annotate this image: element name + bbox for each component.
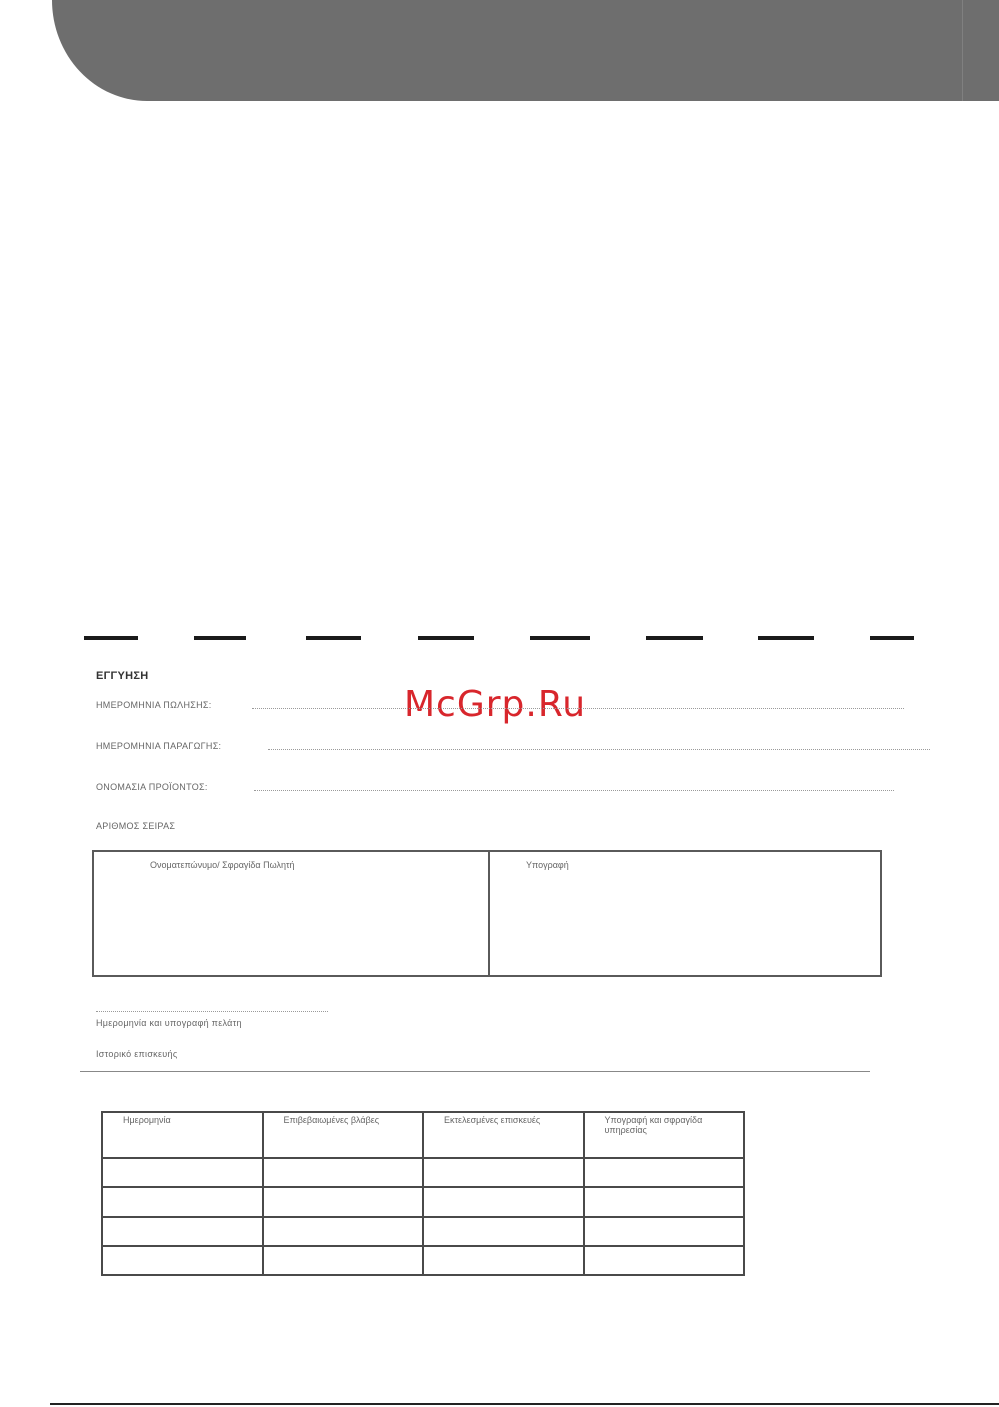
warranty-title: ΕΓΓΥΗΣΗ <box>96 670 149 682</box>
seller-name-stamp-label: Ονοματεπώνυμο/ Σφραγίδα Πωλητή <box>150 860 295 870</box>
customer-signature-field[interactable] <box>96 1011 328 1012</box>
sale-date-field[interactable] <box>252 708 904 709</box>
table-row <box>102 1217 744 1246</box>
table-row <box>102 1158 744 1187</box>
header-band <box>52 0 999 101</box>
table-cell[interactable] <box>263 1217 424 1246</box>
column-header-confirmed-faults: Επιβεβαιωμένες βλάβες <box>263 1112 424 1158</box>
table-cell[interactable] <box>423 1158 584 1187</box>
production-date-label: ΗΜΕΡΟΜΗΝΙΑ ΠΑΡΑΓΩΓΗΣ: <box>96 741 222 751</box>
separator-dash <box>530 636 590 640</box>
table-cell[interactable] <box>584 1246 745 1275</box>
table-cell[interactable] <box>584 1217 745 1246</box>
header-divider <box>962 0 963 101</box>
separator-dash <box>646 636 703 640</box>
separator-dash <box>84 636 138 640</box>
product-name-label: ΟΝΟΜΑΣΙΑ ΠΡΟΪΟΝΤΟΣ: <box>96 782 208 792</box>
footer-line <box>50 1403 999 1405</box>
product-name-field[interactable] <box>254 790 894 791</box>
serial-number-label: ΑΡΙΘΜΟΣ ΣΕΙΡΑΣ <box>96 821 176 831</box>
column-header-date: Ημερομηνία <box>102 1112 263 1158</box>
sale-date-label: ΗΜΕΡΟΜΗΝΙΑ ΠΩΛΗΣΗΣ: <box>96 700 212 710</box>
table-cell[interactable] <box>423 1217 584 1246</box>
seller-name-stamp-box[interactable] <box>92 850 490 977</box>
table-cell[interactable] <box>584 1158 745 1187</box>
table-cell[interactable] <box>584 1187 745 1216</box>
table-cell[interactable] <box>263 1187 424 1216</box>
separator-dash <box>194 636 246 640</box>
separator-dash <box>870 636 914 640</box>
separator-dash <box>418 636 474 640</box>
watermark: McGrp.Ru <box>404 684 587 725</box>
table-cell[interactable] <box>102 1187 263 1216</box>
separator-dash <box>306 636 361 640</box>
repair-history-label: Ιστορικό επισκευής <box>96 1049 178 1059</box>
table-header-row <box>102 1112 744 1158</box>
table-cell[interactable] <box>263 1158 424 1187</box>
separator-dash <box>758 636 814 640</box>
table-cell[interactable] <box>423 1187 584 1216</box>
column-header-repairs-performed: Εκτελεσμένες επισκευές <box>423 1112 584 1158</box>
seller-signature-box[interactable] <box>488 850 882 977</box>
table-cell[interactable] <box>263 1246 424 1275</box>
section-rule <box>80 1071 870 1072</box>
table-cell[interactable] <box>102 1246 263 1275</box>
customer-date-signature-label: Ημερομηνία και υπογραφή πελάτη <box>96 1018 242 1028</box>
table-row <box>102 1187 744 1216</box>
table-cell[interactable] <box>102 1158 263 1187</box>
repair-history-table <box>101 1111 745 1276</box>
column-header-service-signature: Υπογραφή και σφραγίδα υπηρεσίας <box>584 1112 745 1158</box>
table-row <box>102 1246 744 1275</box>
table-cell[interactable] <box>102 1217 263 1246</box>
production-date-field[interactable] <box>268 749 930 750</box>
seller-signature-label: Υπογραφή <box>526 860 569 870</box>
table-cell[interactable] <box>423 1246 584 1275</box>
